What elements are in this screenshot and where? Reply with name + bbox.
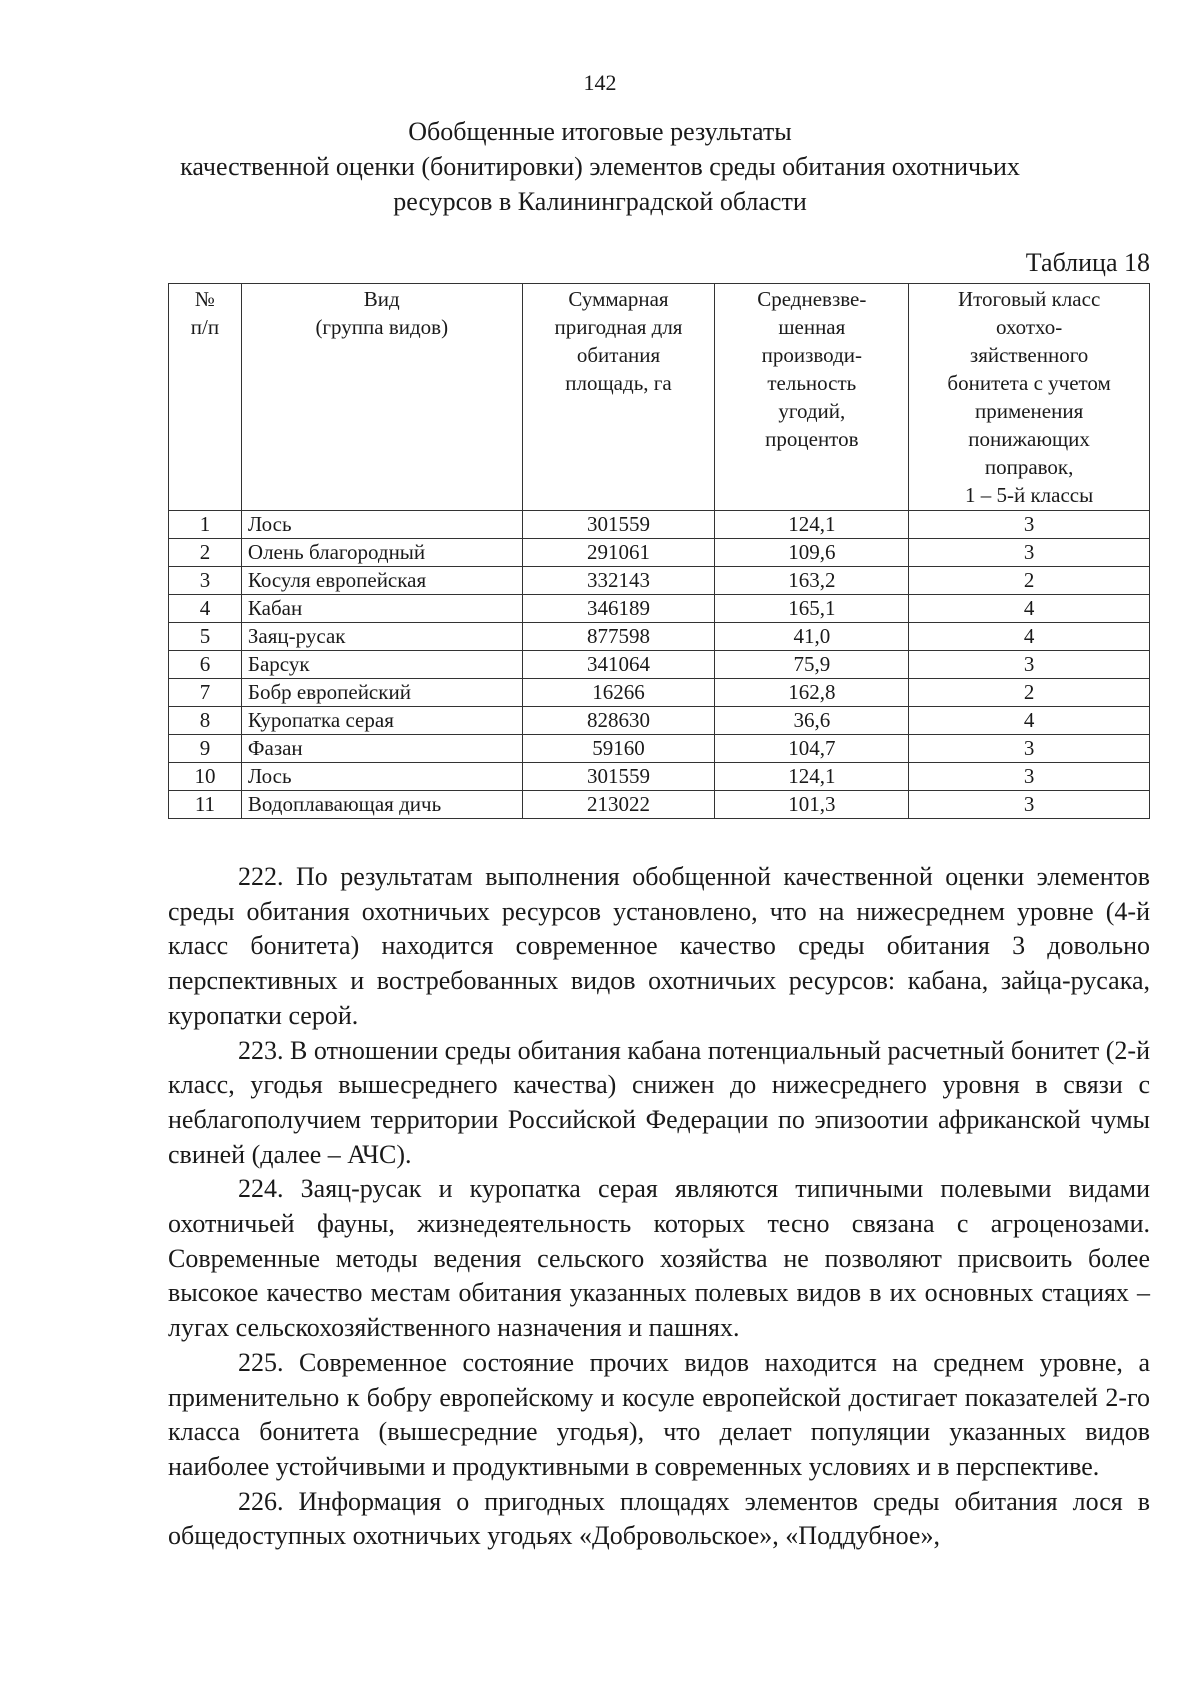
cell-number: 8 bbox=[169, 707, 242, 735]
paragraph-224: 224. Заяц-русак и куропатка серая являются типичными полевыми видами охотничьей фауны, жизнедеятельность которых тесно связана с агроценозами. Современные методы ведения сельского хозяйства не позволяют присвоить более высокое качество местам обитания указанных полевых видов в их основных стациях – лугах сельскохозяйственного назначения и пашнях. bbox=[168, 1174, 1150, 1343]
cell-productivity: 124,1 bbox=[715, 763, 909, 791]
cell-area: 877598 bbox=[522, 623, 715, 651]
table-row bbox=[169, 791, 1150, 819]
table-row bbox=[169, 707, 1150, 735]
paragraph-223: 223. В отношении среды обитания кабана потенциальный расчетный бонитет (2-й класс, угодья вышесреднего качества) снижен до нижесреднего уровня в связи с неблагополучием территории Российской Федерации по эпизоотии африканской чумы свиней (далее – АЧС). bbox=[168, 1035, 1150, 1169]
cell-area: 346189 bbox=[522, 595, 715, 623]
cell-number: 1 bbox=[169, 511, 242, 539]
cell-number: 7 bbox=[169, 679, 242, 707]
cell-productivity: 124,1 bbox=[715, 511, 909, 539]
cell-species: Кабан bbox=[241, 595, 522, 623]
cell-area: 301559 bbox=[522, 763, 715, 791]
table-row bbox=[169, 679, 1150, 707]
cell-area: 291061 bbox=[522, 539, 715, 567]
cell-class: 2 bbox=[909, 567, 1150, 595]
cell-species: Водоплавающая дичь bbox=[241, 791, 522, 819]
paragraph-225: 225. Современное состояние прочих видов находится на среднем уровне, а применительно к бобру европейскому и косуле европейской достигает показателей 2-го класса бонитета (вышесредние угодья), что делает популяции указанных видов наиболее устойчивыми и продуктивными в современных условиях и в перспективе. bbox=[168, 1347, 1150, 1481]
cell-class: 4 bbox=[909, 595, 1150, 623]
table-row bbox=[169, 595, 1150, 623]
cell-area: 213022 bbox=[522, 791, 715, 819]
cell-number: 5 bbox=[169, 623, 242, 651]
cell-productivity: 162,8 bbox=[715, 679, 909, 707]
table-row bbox=[169, 763, 1150, 791]
cell-species: Барсук bbox=[241, 651, 522, 679]
header-number: № п/п bbox=[169, 284, 242, 511]
title-line-2: качественной оценки (бонитировки) элементов среды обитания охотничьих bbox=[180, 152, 1020, 181]
table-row bbox=[169, 651, 1150, 679]
cell-area: 59160 bbox=[522, 735, 715, 763]
table-label: Таблица 18 bbox=[1025, 248, 1150, 277]
cell-number: 2 bbox=[169, 539, 242, 567]
cell-area: 16266 bbox=[522, 679, 715, 707]
cell-species: Заяц-русак bbox=[241, 623, 522, 651]
cell-class: 4 bbox=[909, 707, 1150, 735]
table-header-row bbox=[169, 284, 1150, 511]
cell-species: Олень благородный bbox=[241, 539, 522, 567]
cell-area: 301559 bbox=[522, 511, 715, 539]
cell-number: 6 bbox=[169, 651, 242, 679]
cell-number: 10 bbox=[169, 763, 242, 791]
table-row bbox=[169, 735, 1150, 763]
cell-class: 3 bbox=[909, 539, 1150, 567]
table-row bbox=[169, 567, 1150, 595]
cell-species: Лось bbox=[241, 511, 522, 539]
cell-number: 9 bbox=[169, 735, 242, 763]
results-table bbox=[168, 283, 1150, 819]
cell-class: 3 bbox=[909, 735, 1150, 763]
cell-area: 828630 bbox=[522, 707, 715, 735]
document-title bbox=[160, 114, 1040, 219]
cell-productivity: 41,0 bbox=[715, 623, 909, 651]
header-area: Суммарная пригодная для обитания площадь, га bbox=[522, 284, 715, 511]
paragraph-222: 222. По результатам выполнения обобщенной качественной оценки элементов среды обитания охотничьих ресурсов установлено, что на нижесреднем уровне (4-й класс бонитета) находится современное качество среды обитания 3 довольно перспективных и востребованных видов охотничьих ресурсов: кабана, зайца-русака, куропатки серой. bbox=[168, 862, 1150, 1030]
cell-number: 11 bbox=[169, 791, 242, 819]
cell-productivity: 165,1 bbox=[715, 595, 909, 623]
cell-class: 3 bbox=[909, 511, 1150, 539]
cell-species: Куропатка серая bbox=[241, 707, 522, 735]
table-row bbox=[169, 511, 1150, 539]
cell-number: 4 bbox=[169, 595, 242, 623]
header-class: Итоговый класс охотхо- зяйственного бонитета с учетом применения понижающих поправок, 1 – 5-й классы bbox=[909, 284, 1150, 511]
cell-class: 3 bbox=[909, 651, 1150, 679]
cell-productivity: 75,9 bbox=[715, 651, 909, 679]
title-line-1: Обобщенные итоговые результаты bbox=[408, 117, 792, 146]
cell-productivity: 163,2 bbox=[715, 567, 909, 595]
cell-productivity: 104,7 bbox=[715, 735, 909, 763]
cell-productivity: 36,6 bbox=[715, 707, 909, 735]
cell-class: 2 bbox=[909, 679, 1150, 707]
page-number: 142 bbox=[583, 70, 617, 95]
cell-class: 4 bbox=[909, 623, 1150, 651]
cell-productivity: 109,6 bbox=[715, 539, 909, 567]
header-productivity: Средневзве- шенная производи- тельность угодий, процентов bbox=[715, 284, 909, 511]
cell-number: 3 bbox=[169, 567, 242, 595]
cell-class: 3 bbox=[909, 763, 1150, 791]
cell-area: 332143 bbox=[522, 567, 715, 595]
cell-species: Лось bbox=[241, 763, 522, 791]
cell-species: Косуля европейская bbox=[241, 567, 522, 595]
title-line-3: ресурсов в Калининградской области bbox=[393, 187, 807, 216]
table-row bbox=[169, 623, 1150, 651]
cell-productivity: 101,3 bbox=[715, 791, 909, 819]
body-text bbox=[168, 860, 1150, 1554]
cell-species: Фазан bbox=[241, 735, 522, 763]
cell-class: 3 bbox=[909, 791, 1150, 819]
header-species: Вид (группа видов) bbox=[241, 284, 522, 511]
paragraph-226: 226. Информация о пригодных площадях элементов среды обитания лося в общедоступных охотничьих угодьях «Добровольское», «Поддубное», bbox=[168, 1486, 1150, 1551]
cell-area: 341064 bbox=[522, 651, 715, 679]
cell-species: Бобр европейский bbox=[241, 679, 522, 707]
table-row bbox=[169, 539, 1150, 567]
